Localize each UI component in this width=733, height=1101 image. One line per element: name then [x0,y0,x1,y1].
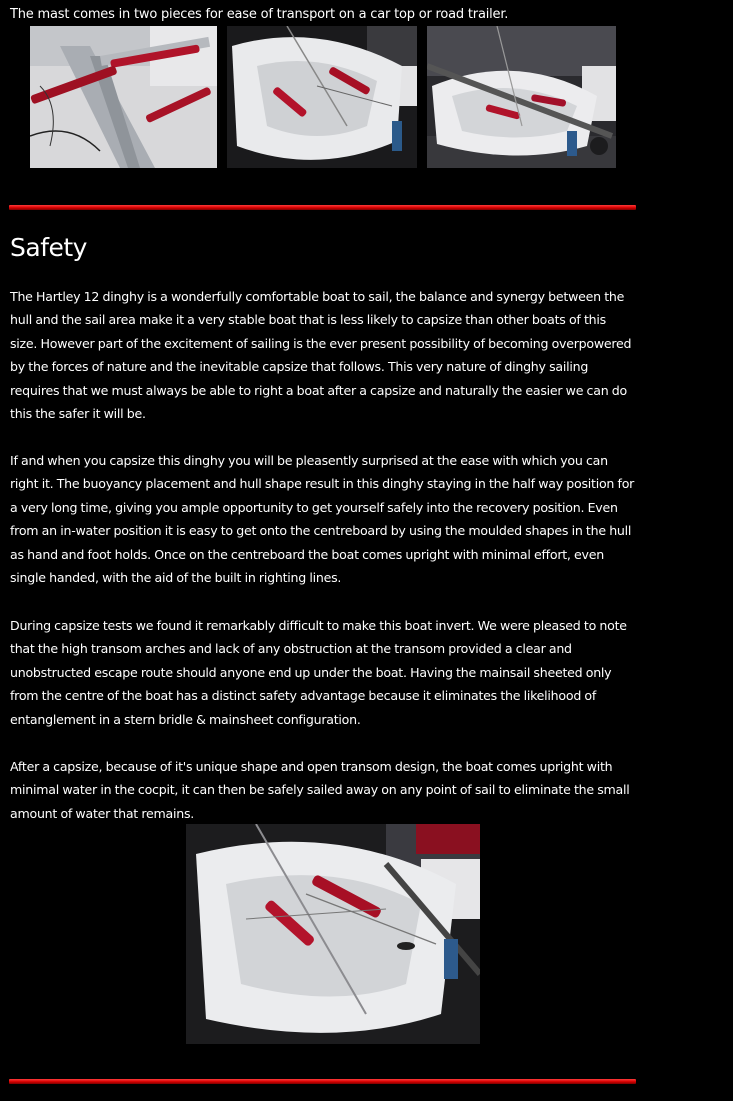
safety-paragraph-1: The Hartley 12 dinghy is a wonderfully comfortable boat to sail, the balance and synergy between the hull and the sail area make it a very stable boat that is less likely to capsize than other boats of this size. However part of the excitement of sailing is the ever present possibility of becoming overpowered by the forces of nature and the inevitable capsize that follows. This very nature of dinghy sailing requires that we must always be able to right a boat after a capsize and naturally the easier we can do this the safer it will be. [10,289,632,422]
section-divider-bottom [9,1079,636,1084]
section-title: Safety [10,233,87,262]
section-divider-top [9,205,636,210]
mast-pieces-photo [30,26,217,168]
safety-paragraph-4: After a capsize, because of it's unique shape and open transom design, the boat comes upright with minimal water in the cocpit, it can then be safely sailed away on any point of sail to eliminate the small amount of water that remains. [10,759,630,821]
safety-paragraph-3: During capsize tests we found it remarkably difficult to make this boat invert. We were pleased to note that the high transom arches and lack of any obstruction at the transom provided a clear and unobstructed escape route should anyone end up under the boat. Having the mainsail sheeted only from the centre of the boat has a distinct safety advantage because it eliminates the likelihood of entanglement in a stern bridle & mainsheet configuration. [10,618,627,727]
boat-trailer-photo [427,26,616,168]
hull-interior-photo [227,26,417,168]
dinghy-hull-photo [186,824,480,1044]
safety-paragraph-2: If and when you capsize this dinghy you will be pleasently surprised at the ease with which you can right it. The buoyancy placement and hull shape result in this dinghy staying in the half way position for a very long time, giving you ample opportunity to get yourself safely into the recovery position. Even from an in-water position it is easy to get onto the centreboard by using the moulded shapes in the hull as hand and foot holds. Once on the centreboard the boat comes upright with minimal effort, even single handed, with the aid of the built in righting lines. [10,453,635,586]
mast-caption: The mast comes in two pieces for ease of transport on a car top or road trailer. [10,7,509,22]
